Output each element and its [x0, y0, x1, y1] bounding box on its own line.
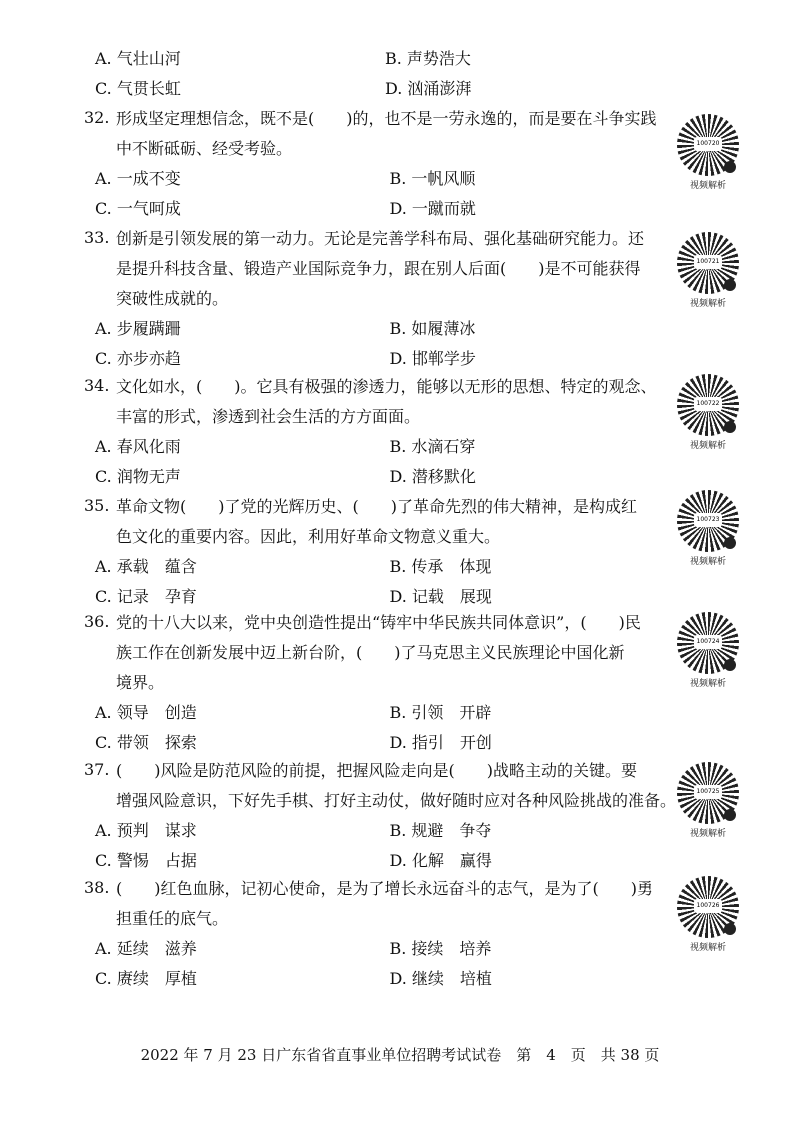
question-text-line: 担重任的底气。 [116, 908, 229, 928]
question-text-line: ( )红色血脉，记初心使命，是为了增长永远奋斗的志气，是为了( )勇 [116, 878, 653, 898]
qr-code-image[interactable] [677, 876, 739, 938]
video-analysis-label: 视频解析 [689, 679, 726, 689]
qr-code-image[interactable] [677, 232, 739, 294]
question-number: 32. [84, 107, 110, 127]
qr-code-34[interactable] [672, 374, 744, 451]
option-d: D. 一蹴而就 [389, 198, 476, 218]
question-32 [84, 102, 684, 222]
question-text-line: 创新是引领发展的第一动力。无论是完善学科布局、强化基础研究能力。还 [116, 228, 645, 248]
question-number: 33. [84, 227, 110, 247]
option-row [95, 72, 675, 102]
option-c: C. 一气呵成 [95, 198, 181, 218]
qr-code-35[interactable] [672, 490, 744, 567]
option-a: A. 预判 谋求 [95, 820, 197, 840]
video-analysis-label: 视频解析 [689, 829, 726, 839]
question-text-line: 丰富的形式，渗透到社会生活的方方面面。 [116, 406, 421, 426]
option-b: B. 接续 培养 [389, 938, 492, 958]
qr-code-38[interactable] [672, 876, 744, 953]
qr-code-id: 100720 [694, 137, 722, 151]
play-icon [724, 537, 736, 549]
option-d: D. 继续 培植 [389, 968, 492, 988]
question-number: 34. [84, 375, 110, 395]
video-analysis-label: 视频解析 [689, 299, 726, 309]
question-text-line: 党的十八大以来，党中央创造性提出“铸牢中华民族共同体意识”，( )民 [116, 612, 641, 632]
qr-code-image[interactable] [677, 612, 739, 674]
question-text-line: 是提升科技含量、锻造产业国际竞争力，跟在别人后面( )是不可能获得 [116, 258, 641, 278]
option-a: A. 春风化雨 [95, 436, 181, 456]
qr-code-id: 100725 [694, 785, 722, 799]
question-number: 36. [84, 611, 110, 631]
option-d: D. 指引 开创 [389, 732, 492, 752]
option-c: C. 带领 探索 [95, 732, 197, 752]
video-analysis-label: 视频解析 [689, 181, 726, 191]
qr-code-id: 100724 [694, 635, 722, 649]
question-33 [84, 222, 684, 372]
qr-code-id: 100721 [694, 255, 722, 269]
option-a: A. 延续 滋养 [95, 938, 197, 958]
question-text-line: 色文化的重要内容。因此，利用好革命文物意义重大。 [116, 526, 501, 546]
question-number: 35. [84, 495, 110, 515]
previous-question-options [95, 42, 675, 102]
play-icon [724, 421, 736, 433]
option-d: D. 化解 赢得 [389, 850, 492, 870]
qr-code-32[interactable] [672, 114, 744, 191]
option-b: B. 一帆风顺 [389, 168, 476, 188]
play-icon [724, 659, 736, 671]
option-a: A. 步履蹒跚 [95, 318, 181, 338]
option-b: B. 传承 体现 [389, 556, 492, 576]
question-number: 38. [84, 877, 110, 897]
option-row [95, 42, 675, 72]
option-d: D. 汹涌澎湃 [385, 78, 472, 98]
option-a: A. 气壮山河 [95, 48, 181, 68]
video-analysis-label: 视频解析 [689, 557, 726, 567]
question-text-line: 突破性成就的。 [116, 288, 229, 308]
question-text-line: 境界。 [116, 672, 165, 692]
option-c: C. 润物无声 [95, 466, 181, 486]
question-text-line: 族工作在创新发展中迈上新台阶，( )了马克思主义民族理论中国化新 [116, 642, 625, 662]
question-36 [84, 606, 684, 756]
option-d: D. 邯郸学步 [389, 348, 476, 368]
qr-code-image[interactable] [677, 374, 739, 436]
qr-code-id: 100722 [694, 397, 722, 411]
option-c: C. 记录 孕育 [95, 586, 197, 606]
question-text-line: 文化如水，( )。它具有极强的渗透力，能够以无形的思想、特定的观念、 [116, 376, 657, 396]
option-c: C. 气贯长虹 [95, 78, 181, 98]
option-b: B. 声势浩大 [385, 48, 471, 68]
question-38 [84, 872, 684, 992]
option-a: A. 一成不变 [95, 168, 181, 188]
option-b: B. 如履薄冰 [389, 318, 476, 338]
page-footer: 2022 年 7 月 23 日广东省省直事业单位招聘考试试卷 第 4 页 共 38 页 [140, 1046, 660, 1064]
question-number: 37. [84, 759, 110, 779]
option-c: C. 赓续 厚植 [95, 968, 197, 988]
question-text-line: 形成坚定理想信念，既不是( )的，也不是一劳永逸的，而是要在斗争实践 [116, 108, 657, 128]
play-icon [724, 809, 736, 821]
question-text-line: 革命文物( )了党的光辉历史、( )了革命先烈的伟大精神，是构成红 [116, 496, 637, 516]
qr-code-id: 100723 [694, 513, 722, 527]
option-d: D. 记载 展现 [389, 586, 492, 606]
qr-code-image[interactable] [677, 490, 739, 552]
option-a: A. 承载 蕴含 [95, 556, 197, 576]
video-analysis-label: 视频解析 [689, 441, 726, 451]
play-icon [724, 279, 736, 291]
question-34 [84, 370, 684, 490]
option-b: B. 规避 争夺 [389, 820, 492, 840]
play-icon [724, 923, 736, 935]
video-analysis-label: 视频解析 [689, 943, 726, 953]
option-c: C. 警惕 占据 [95, 850, 197, 870]
qr-code-36[interactable] [672, 612, 744, 689]
qr-code-id: 100726 [694, 899, 722, 913]
question-text-line: 中不断砥砺、经受考验。 [116, 138, 293, 158]
question-37 [84, 754, 684, 874]
qr-code-37[interactable] [672, 762, 744, 839]
option-d: D. 潜移默化 [389, 466, 476, 486]
question-35 [84, 490, 684, 610]
option-c: C. 亦步亦趋 [95, 348, 181, 368]
option-a: A. 领导 创造 [95, 702, 197, 722]
qr-code-image[interactable] [677, 114, 739, 176]
qr-code-33[interactable] [672, 232, 744, 309]
qr-code-image[interactable] [677, 762, 739, 824]
question-text-line: 增强风险意识，下好先手棋、打好主动仗，做好随时应对各种风险挑战的准备。 [116, 790, 677, 810]
option-b: B. 水滴石穿 [389, 436, 476, 456]
option-b: B. 引领 开辟 [389, 702, 492, 722]
question-text-line: ( )风险是防范风险的前提，把握风险走向是( )战略主动的关键。要 [116, 760, 637, 780]
play-icon [724, 161, 736, 173]
